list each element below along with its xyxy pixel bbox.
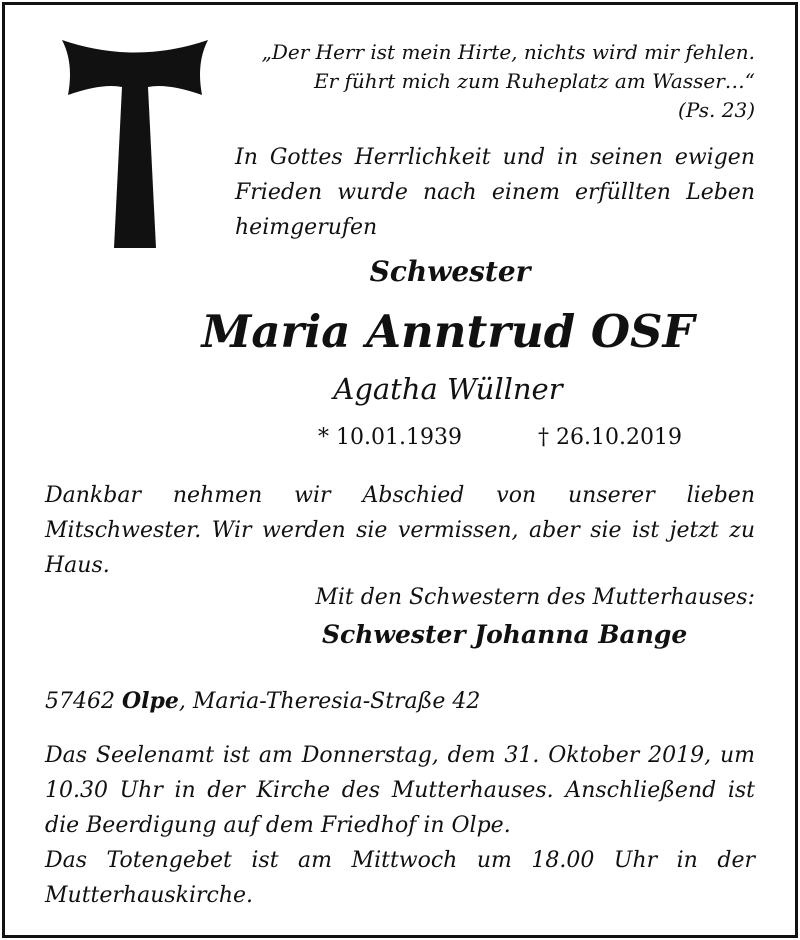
quote-line-2: Er führt mich zum Ruheplatz am Wasser…“: [313, 69, 755, 93]
psalm-quote: [235, 38, 755, 125]
deceased-title: Schwester: [369, 255, 531, 288]
birth-name: Agatha Wüllner: [333, 372, 563, 406]
address-city: Olpe: [122, 688, 179, 714]
death-date: † 26.10.2019: [538, 425, 682, 450]
address-street: , Maria-Theresia-Straße 42: [178, 689, 481, 714]
signatory-intro: Mit den Schwestern des Mutterhauses:: [315, 585, 755, 610]
quote-line-1: „Der Herr ist mein Hirte, nichts wird mir fehlen.: [261, 40, 755, 64]
tau-cross-icon: [60, 35, 210, 250]
farewell-text: Dankbar nehmen wir Abschied von unserer lieben Mitschwester. Wir werden sie vermissen, aber sie ist jetzt zu Haus.: [45, 483, 755, 578]
intro-text: In Gottes Herrlichkeit und in seinen ewigen Frieden wurde nach einem erfüllten Leben heimgerufen: [235, 145, 755, 240]
signatory-name: Schwester Johanna Bange: [322, 620, 688, 649]
address: [45, 688, 480, 714]
birth-date: * 10.01.1939: [318, 425, 462, 450]
quote-source: (Ps. 23): [678, 98, 755, 122]
service-prayer-text: Das Totengebet ist am Mittwoch um 18.00 Uhr in der Mutterhauskirche.: [45, 848, 755, 908]
service-requiem-text: Das Seelenamt ist am Donnerstag, dem 31. Oktober 2019, um 10.30 Uhr in der Kirche des Mutterhauses. Anschließend ist die Beerdigung auf dem Friedhof in Olpe.: [45, 743, 755, 838]
deceased-name: Maria Anntrud OSF: [201, 305, 695, 358]
address-zip: 57462: [45, 689, 115, 714]
